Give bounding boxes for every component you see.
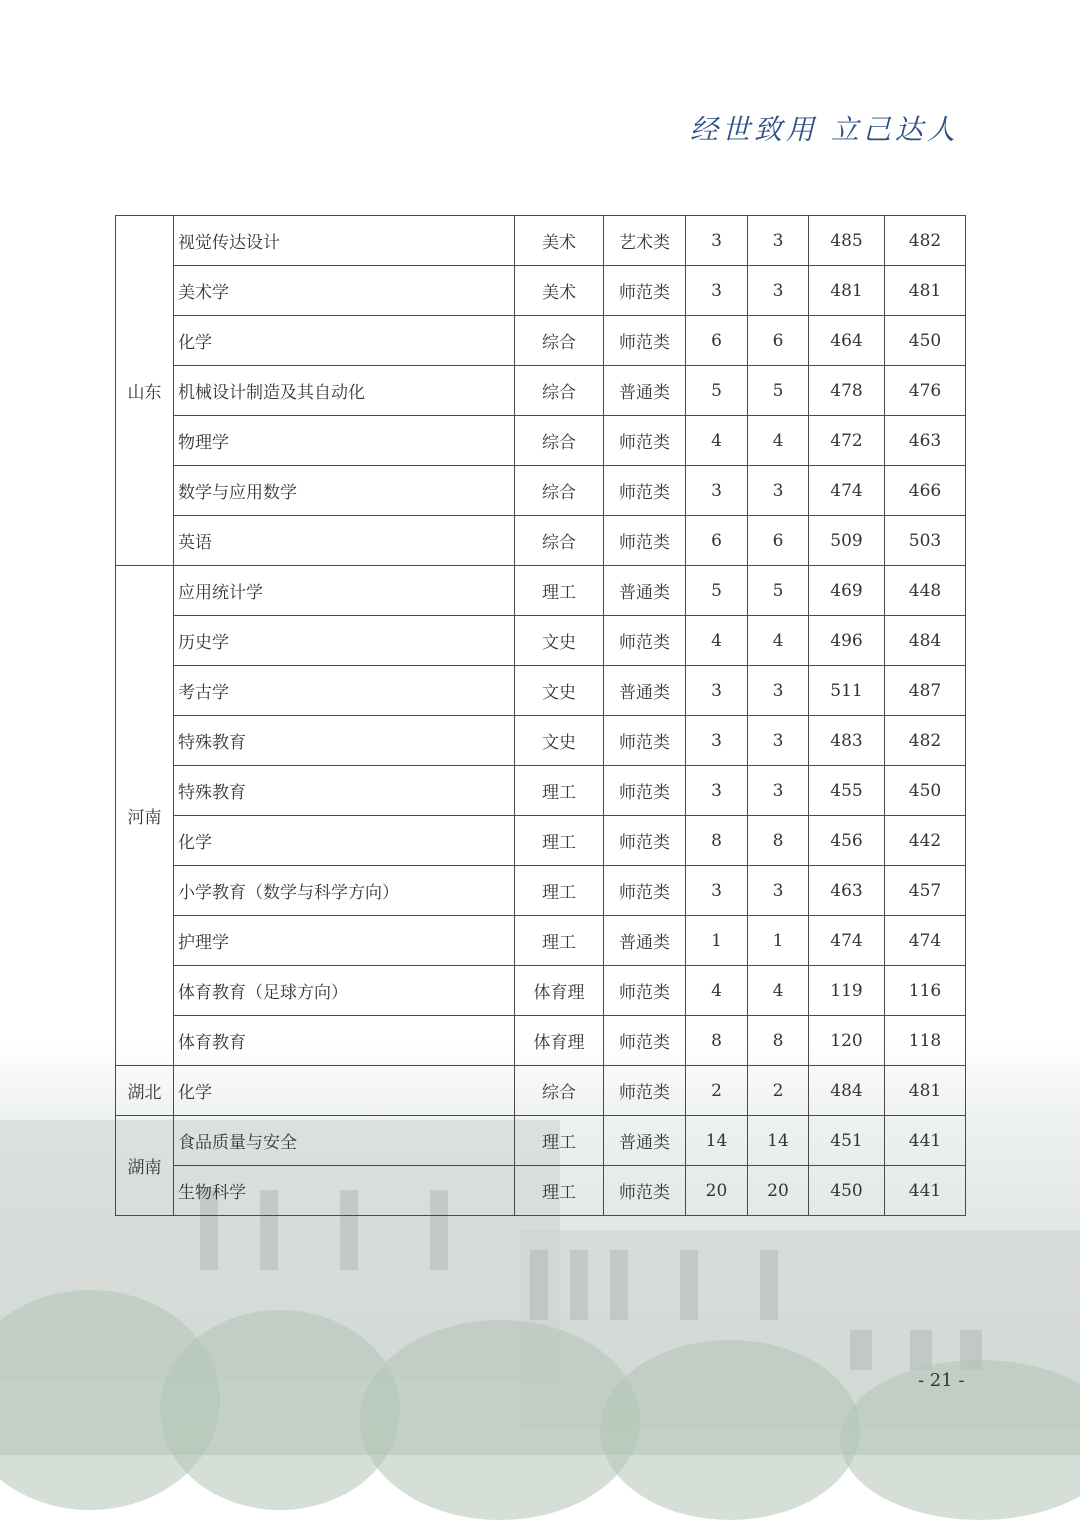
admitted-cell: 4 <box>748 416 809 466</box>
admitted-cell: 8 <box>748 1016 809 1066</box>
subject-cell: 理工 <box>515 866 604 916</box>
subject-cell: 体育理 <box>515 966 604 1016</box>
subject-cell: 体育理 <box>515 1016 604 1066</box>
max-score-cell: 463 <box>809 866 885 916</box>
plan-cell: 5 <box>686 566 748 616</box>
admitted-cell: 6 <box>748 516 809 566</box>
subject-cell: 理工 <box>515 916 604 966</box>
min-score-cell: 476 <box>885 366 966 416</box>
min-score-cell: 503 <box>885 516 966 566</box>
max-score-cell: 119 <box>809 966 885 1016</box>
category-cell: 师范类 <box>604 1016 686 1066</box>
plan-cell: 6 <box>686 316 748 366</box>
admitted-cell: 8 <box>748 816 809 866</box>
admitted-cell: 4 <box>748 616 809 666</box>
category-cell: 师范类 <box>604 716 686 766</box>
subject-cell: 理工 <box>515 766 604 816</box>
subject-cell: 文史 <box>515 616 604 666</box>
major-cell: 化学 <box>174 316 515 366</box>
admitted-cell: 3 <box>748 716 809 766</box>
admitted-cell: 2 <box>748 1066 809 1116</box>
subject-cell: 理工 <box>515 816 604 866</box>
category-cell: 师范类 <box>604 466 686 516</box>
min-score-cell: 482 <box>885 716 966 766</box>
table-row <box>116 266 966 316</box>
major-cell: 护理学 <box>174 916 515 966</box>
major-cell: 小学教育（数学与科学方向） <box>174 866 515 916</box>
category-cell: 师范类 <box>604 1066 686 1116</box>
plan-cell: 6 <box>686 516 748 566</box>
category-cell: 艺术类 <box>604 216 686 266</box>
subject-cell: 综合 <box>515 1066 604 1116</box>
province-cell: 山东 <box>116 216 174 566</box>
admitted-cell: 3 <box>748 666 809 716</box>
min-score-cell: 481 <box>885 1066 966 1116</box>
category-cell: 普通类 <box>604 916 686 966</box>
max-score-cell: 474 <box>809 466 885 516</box>
subject-cell: 文史 <box>515 666 604 716</box>
subject-cell: 综合 <box>515 466 604 516</box>
max-score-cell: 485 <box>809 216 885 266</box>
subject-cell: 综合 <box>515 516 604 566</box>
min-score-cell: 487 <box>885 666 966 716</box>
admitted-cell: 5 <box>748 566 809 616</box>
plan-cell: 14 <box>686 1116 748 1166</box>
admission-table <box>115 215 965 1216</box>
plan-cell: 3 <box>686 266 748 316</box>
table-row <box>116 816 966 866</box>
max-score-cell: 120 <box>809 1016 885 1066</box>
major-cell: 美术学 <box>174 266 515 316</box>
min-score-cell: 442 <box>885 816 966 866</box>
table-row <box>116 716 966 766</box>
subject-cell: 美术 <box>515 266 604 316</box>
major-cell: 特殊教育 <box>174 716 515 766</box>
plan-cell: 4 <box>686 616 748 666</box>
admitted-cell: 3 <box>748 466 809 516</box>
table-row <box>116 916 966 966</box>
major-cell: 考古学 <box>174 666 515 716</box>
plan-cell: 3 <box>686 666 748 716</box>
table-row <box>116 966 966 1016</box>
min-score-cell: 474 <box>885 916 966 966</box>
plan-cell: 8 <box>686 816 748 866</box>
max-score-cell: 469 <box>809 566 885 616</box>
admitted-cell: 3 <box>748 266 809 316</box>
province-cell: 河南 <box>116 566 174 1066</box>
admitted-cell: 20 <box>748 1166 809 1216</box>
major-cell: 体育教育 <box>174 1016 515 1066</box>
admitted-cell: 4 <box>748 966 809 1016</box>
table-row <box>116 866 966 916</box>
category-cell: 师范类 <box>604 616 686 666</box>
table-row <box>116 566 966 616</box>
min-score-cell: 450 <box>885 766 966 816</box>
max-score-cell: 481 <box>809 266 885 316</box>
major-cell: 视觉传达设计 <box>174 216 515 266</box>
major-cell: 数学与应用数学 <box>174 466 515 516</box>
table-row <box>116 316 966 366</box>
admitted-cell: 3 <box>748 766 809 816</box>
subject-cell: 美术 <box>515 216 604 266</box>
plan-cell: 4 <box>686 966 748 1016</box>
table-row <box>116 466 966 516</box>
table-row <box>116 766 966 816</box>
max-score-cell: 483 <box>809 716 885 766</box>
table-row <box>116 216 966 266</box>
table-row <box>116 1066 966 1116</box>
admitted-cell: 6 <box>748 316 809 366</box>
min-score-cell: 482 <box>885 216 966 266</box>
plan-cell: 1 <box>686 916 748 966</box>
page-number: - 21 - <box>918 1370 965 1391</box>
subject-cell: 综合 <box>515 316 604 366</box>
admitted-cell: 14 <box>748 1116 809 1166</box>
min-score-cell: 441 <box>885 1116 966 1166</box>
major-cell: 体育教育（足球方向） <box>174 966 515 1016</box>
subject-cell: 文史 <box>515 716 604 766</box>
subject-cell: 综合 <box>515 416 604 466</box>
max-score-cell: 455 <box>809 766 885 816</box>
category-cell: 师范类 <box>604 966 686 1016</box>
min-score-cell: 463 <box>885 416 966 466</box>
major-cell: 应用统计学 <box>174 566 515 616</box>
category-cell: 师范类 <box>604 866 686 916</box>
category-cell: 普通类 <box>604 366 686 416</box>
subject-cell: 理工 <box>515 566 604 616</box>
category-cell: 师范类 <box>604 516 686 566</box>
admission-scores-table <box>115 215 966 1216</box>
table-row <box>116 666 966 716</box>
category-cell: 师范类 <box>604 1166 686 1216</box>
plan-cell: 8 <box>686 1016 748 1066</box>
category-cell: 师范类 <box>604 316 686 366</box>
plan-cell: 2 <box>686 1066 748 1116</box>
max-score-cell: 511 <box>809 666 885 716</box>
table-row <box>116 1016 966 1066</box>
plan-cell: 3 <box>686 716 748 766</box>
plan-cell: 20 <box>686 1166 748 1216</box>
admitted-cell: 5 <box>748 366 809 416</box>
max-score-cell: 478 <box>809 366 885 416</box>
max-score-cell: 496 <box>809 616 885 666</box>
table-row <box>116 1116 966 1166</box>
min-score-cell: 457 <box>885 866 966 916</box>
max-score-cell: 451 <box>809 1116 885 1166</box>
min-score-cell: 448 <box>885 566 966 616</box>
max-score-cell: 456 <box>809 816 885 866</box>
max-score-cell: 472 <box>809 416 885 466</box>
admitted-cell: 3 <box>748 866 809 916</box>
major-cell: 历史学 <box>174 616 515 666</box>
max-score-cell: 464 <box>809 316 885 366</box>
min-score-cell: 118 <box>885 1016 966 1066</box>
major-cell: 化学 <box>174 816 515 866</box>
major-cell: 化学 <box>174 1066 515 1116</box>
subject-cell: 综合 <box>515 366 604 416</box>
plan-cell: 3 <box>686 766 748 816</box>
min-score-cell: 481 <box>885 266 966 316</box>
plan-cell: 4 <box>686 416 748 466</box>
category-cell: 师范类 <box>604 816 686 866</box>
subject-cell: 理工 <box>515 1116 604 1166</box>
category-cell: 师范类 <box>604 766 686 816</box>
max-score-cell: 450 <box>809 1166 885 1216</box>
min-score-cell: 466 <box>885 466 966 516</box>
major-cell: 食品质量与安全 <box>174 1116 515 1166</box>
min-score-cell: 116 <box>885 966 966 1016</box>
category-cell: 师范类 <box>604 416 686 466</box>
category-cell: 普通类 <box>604 1116 686 1166</box>
province-cell: 湖北 <box>116 1066 174 1116</box>
admitted-cell: 1 <box>748 916 809 966</box>
table-row <box>116 416 966 466</box>
category-cell: 普通类 <box>604 566 686 616</box>
table-row <box>116 616 966 666</box>
admitted-cell: 3 <box>748 216 809 266</box>
major-cell: 机械设计制造及其自动化 <box>174 366 515 416</box>
max-score-cell: 484 <box>809 1066 885 1116</box>
major-cell: 英语 <box>174 516 515 566</box>
major-cell: 特殊教育 <box>174 766 515 816</box>
major-cell: 生物科学 <box>174 1166 515 1216</box>
table-row <box>116 366 966 416</box>
category-cell: 普通类 <box>604 666 686 716</box>
min-score-cell: 484 <box>885 616 966 666</box>
min-score-cell: 441 <box>885 1166 966 1216</box>
plan-cell: 3 <box>686 216 748 266</box>
table-row <box>116 516 966 566</box>
category-cell: 师范类 <box>604 266 686 316</box>
max-score-cell: 474 <box>809 916 885 966</box>
plan-cell: 3 <box>686 866 748 916</box>
province-cell: 湖南 <box>116 1116 174 1216</box>
plan-cell: 5 <box>686 366 748 416</box>
plan-cell: 3 <box>686 466 748 516</box>
major-cell: 物理学 <box>174 416 515 466</box>
max-score-cell: 509 <box>809 516 885 566</box>
page-motto: 经世致用 立己达人 <box>690 113 959 146</box>
table-row <box>116 1166 966 1216</box>
min-score-cell: 450 <box>885 316 966 366</box>
subject-cell: 理工 <box>515 1166 604 1216</box>
